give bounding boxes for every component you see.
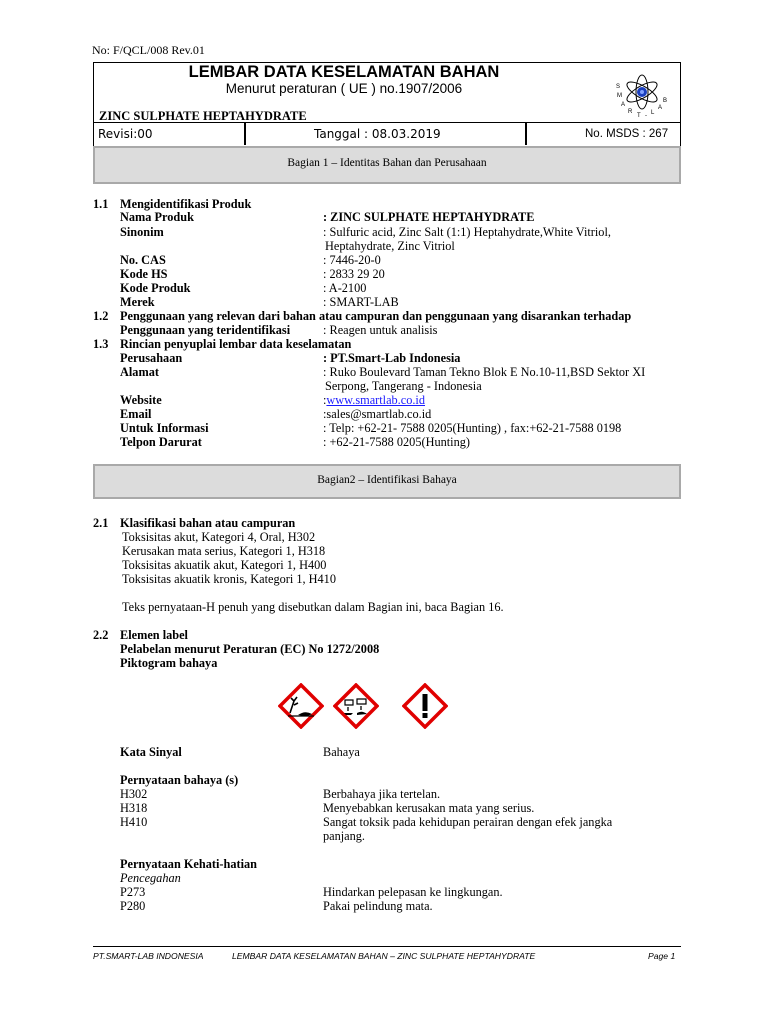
hazard-text: panjang. — [323, 829, 366, 843]
field-value: : PT.Smart-Lab Indonesia — [323, 351, 461, 365]
footer-rule — [93, 946, 681, 947]
field-value: : SMART-LAB — [323, 295, 399, 309]
footer-title: LEMBAR DATA KESELAMATAN BAHAN – ZINC SULPHATE HEPTAHYDRATE — [232, 951, 536, 961]
svg-text:B: B — [663, 98, 668, 104]
section-heading: Klasifikasi bahan atau campuran — [120, 516, 296, 530]
section-2-band — [93, 464, 681, 499]
field-label: Merek — [120, 295, 155, 309]
field-label: Email — [120, 407, 152, 421]
section-number: 1.2 — [93, 309, 109, 323]
regulation-text: Pelabelan menurut Peraturan (EC) No 1272/2008 — [120, 642, 380, 656]
field-label: Kode HS — [120, 267, 168, 281]
precaution-code: P280 — [120, 899, 146, 913]
section-heading: Rincian penyuplai lembar data keselamatan — [120, 337, 352, 351]
document-subtitle: Menurut peraturan ( UE ) no.1907/2006 — [225, 81, 463, 96]
svg-text:R: R — [628, 109, 633, 115]
section-number: 1.3 — [93, 337, 109, 351]
section-2-title: Bagian2 – Identifikasi Bahaya — [317, 474, 457, 486]
svg-text:A: A — [658, 105, 663, 111]
website-link[interactable]: www.smartlab.co.id — [326, 393, 426, 407]
svg-text:T: T — [637, 113, 641, 119]
field-label: No. CAS — [120, 253, 166, 267]
precaution-code: P273 — [120, 885, 146, 899]
note-text: Teks pernyataan-H penuh yang disebutkan dalam Bagian ini, baca Bagian 16. — [122, 600, 504, 614]
svg-text:-: - — [645, 113, 647, 119]
field-label: Nama Produk — [120, 210, 194, 224]
section-heading: Elemen label — [120, 628, 188, 642]
field-value: : Sulfuric acid, Zinc Salt (1:1) Heptahydrate,White Vitriol, — [323, 225, 611, 239]
field-value: Serpong, Tangerang - Indonesia — [325, 379, 482, 393]
field-label: Sinonim — [120, 225, 164, 239]
signal-word-value: Bahaya — [323, 745, 360, 759]
svg-text:S: S — [616, 84, 621, 90]
msds-number-cell: No. MSDS : 267 — [585, 128, 669, 140]
svg-text:M: M — [617, 93, 622, 99]
hazard-code: H318 — [120, 801, 148, 815]
prevention-label: Pencegahan — [120, 871, 181, 885]
environment-hazard-icon — [278, 683, 324, 729]
classification-item: Toksisitas akut, Kategori 4, Oral, H302 — [122, 530, 316, 544]
hazard-code: H410 — [120, 815, 148, 829]
cell-divider — [525, 123, 527, 145]
website-value — [323, 393, 425, 408]
hazard-text: Berbahaya jika tertelan. — [323, 787, 441, 801]
field-colon: : — [323, 393, 327, 407]
footer-company: PT.SMART-LAB INDONESIA — [93, 951, 204, 961]
hazard-text: Menyebabkan kerusakan mata yang serius. — [323, 801, 535, 815]
field-value: : Telp: +62-21- 7588 0205(Hunting) , fax:+62-21-7588 0198 — [323, 421, 622, 435]
precaution-text: Hindarkan pelepasan ke lingkungan. — [323, 885, 503, 899]
cell-divider — [244, 123, 246, 145]
field-label: Telpon Darurat — [120, 435, 202, 449]
revision-row — [94, 122, 680, 147]
field-value: : Ruko Boulevard Taman Tekno Blok E No.10-11,BSD Sektor XI — [323, 365, 646, 379]
svg-text:L: L — [651, 110, 655, 116]
field-value: Heptahydrate, Zinc Vitriol — [325, 239, 455, 253]
svg-text:A: A — [621, 102, 626, 108]
revision-cell: Revisi:00 — [98, 127, 153, 141]
field-value: : A-2100 — [323, 281, 367, 295]
section-number: 1.1 — [93, 197, 109, 211]
field-label: Penggunaan yang teridentifikasi — [120, 323, 291, 337]
signal-word-label: Kata Sinyal — [120, 745, 182, 759]
field-value: : 7446-20-0 — [323, 253, 381, 267]
classification-item: Toksisitas akuatik akut, Kategori 1, H400 — [122, 558, 327, 572]
date-cell: Tanggal : 08.03.2019 — [314, 127, 441, 141]
field-value: : ZINC SULPHATE HEPTAHYDRATE — [323, 210, 535, 224]
field-label: Kode Produk — [120, 281, 191, 295]
field-label: Perusahaan — [120, 351, 183, 365]
field-label: Alamat — [120, 365, 159, 379]
exclamation-icon — [402, 683, 448, 729]
section-1-title: Bagian 1 – Identitas Bahan dan Perusahaan — [287, 157, 487, 169]
precaution-heading: Pernyataan Kehati-hatian — [120, 857, 257, 871]
field-label: Untuk Informasi — [120, 421, 209, 435]
smart-lab-logo — [612, 66, 672, 122]
corrosion-icon — [333, 683, 379, 729]
hazard-code: H302 — [120, 787, 148, 801]
hazard-heading: Pernyataan bahaya (s) — [120, 773, 239, 787]
field-value: : Reagen untuk analisis — [323, 323, 438, 337]
section-1-band — [93, 146, 681, 184]
section-number: 2.2 — [93, 628, 109, 642]
document-title: LEMBAR DATA KESELAMATAN BAHAN — [188, 63, 500, 81]
section-heading: Mengidentifikasi Produk — [120, 197, 252, 211]
product-name-header: ZINC SULPHATE HEPTAHYDRATE — [99, 109, 307, 123]
footer-page-number: Page 1 — [648, 951, 676, 961]
field-value: :sales@smartlab.co.id — [323, 407, 432, 421]
document-number: No: F/QCL/008 Rev.01 — [92, 43, 205, 57]
field-value: : +62-21-7588 0205(Hunting) — [323, 435, 470, 449]
field-label: Website — [120, 393, 162, 407]
section-number: 2.1 — [93, 516, 109, 530]
classification-item: Toksisitas akuatik kronis, Kategori 1, H410 — [122, 572, 336, 586]
pictogram-label: Piktogram bahaya — [120, 656, 218, 670]
field-value: : 2833 29 20 — [323, 267, 385, 281]
classification-item: Kerusakan mata serius, Kategori 1, H318 — [122, 544, 326, 558]
hazard-text: Sangat toksik pada kehidupan perairan dengan efek jangka — [323, 815, 613, 829]
section-heading: Penggunaan yang relevan dari bahan atau campuran dan penggunaan yang disarankan terhadap — [120, 309, 632, 323]
precaution-text: Pakai pelindung mata. — [323, 899, 433, 913]
